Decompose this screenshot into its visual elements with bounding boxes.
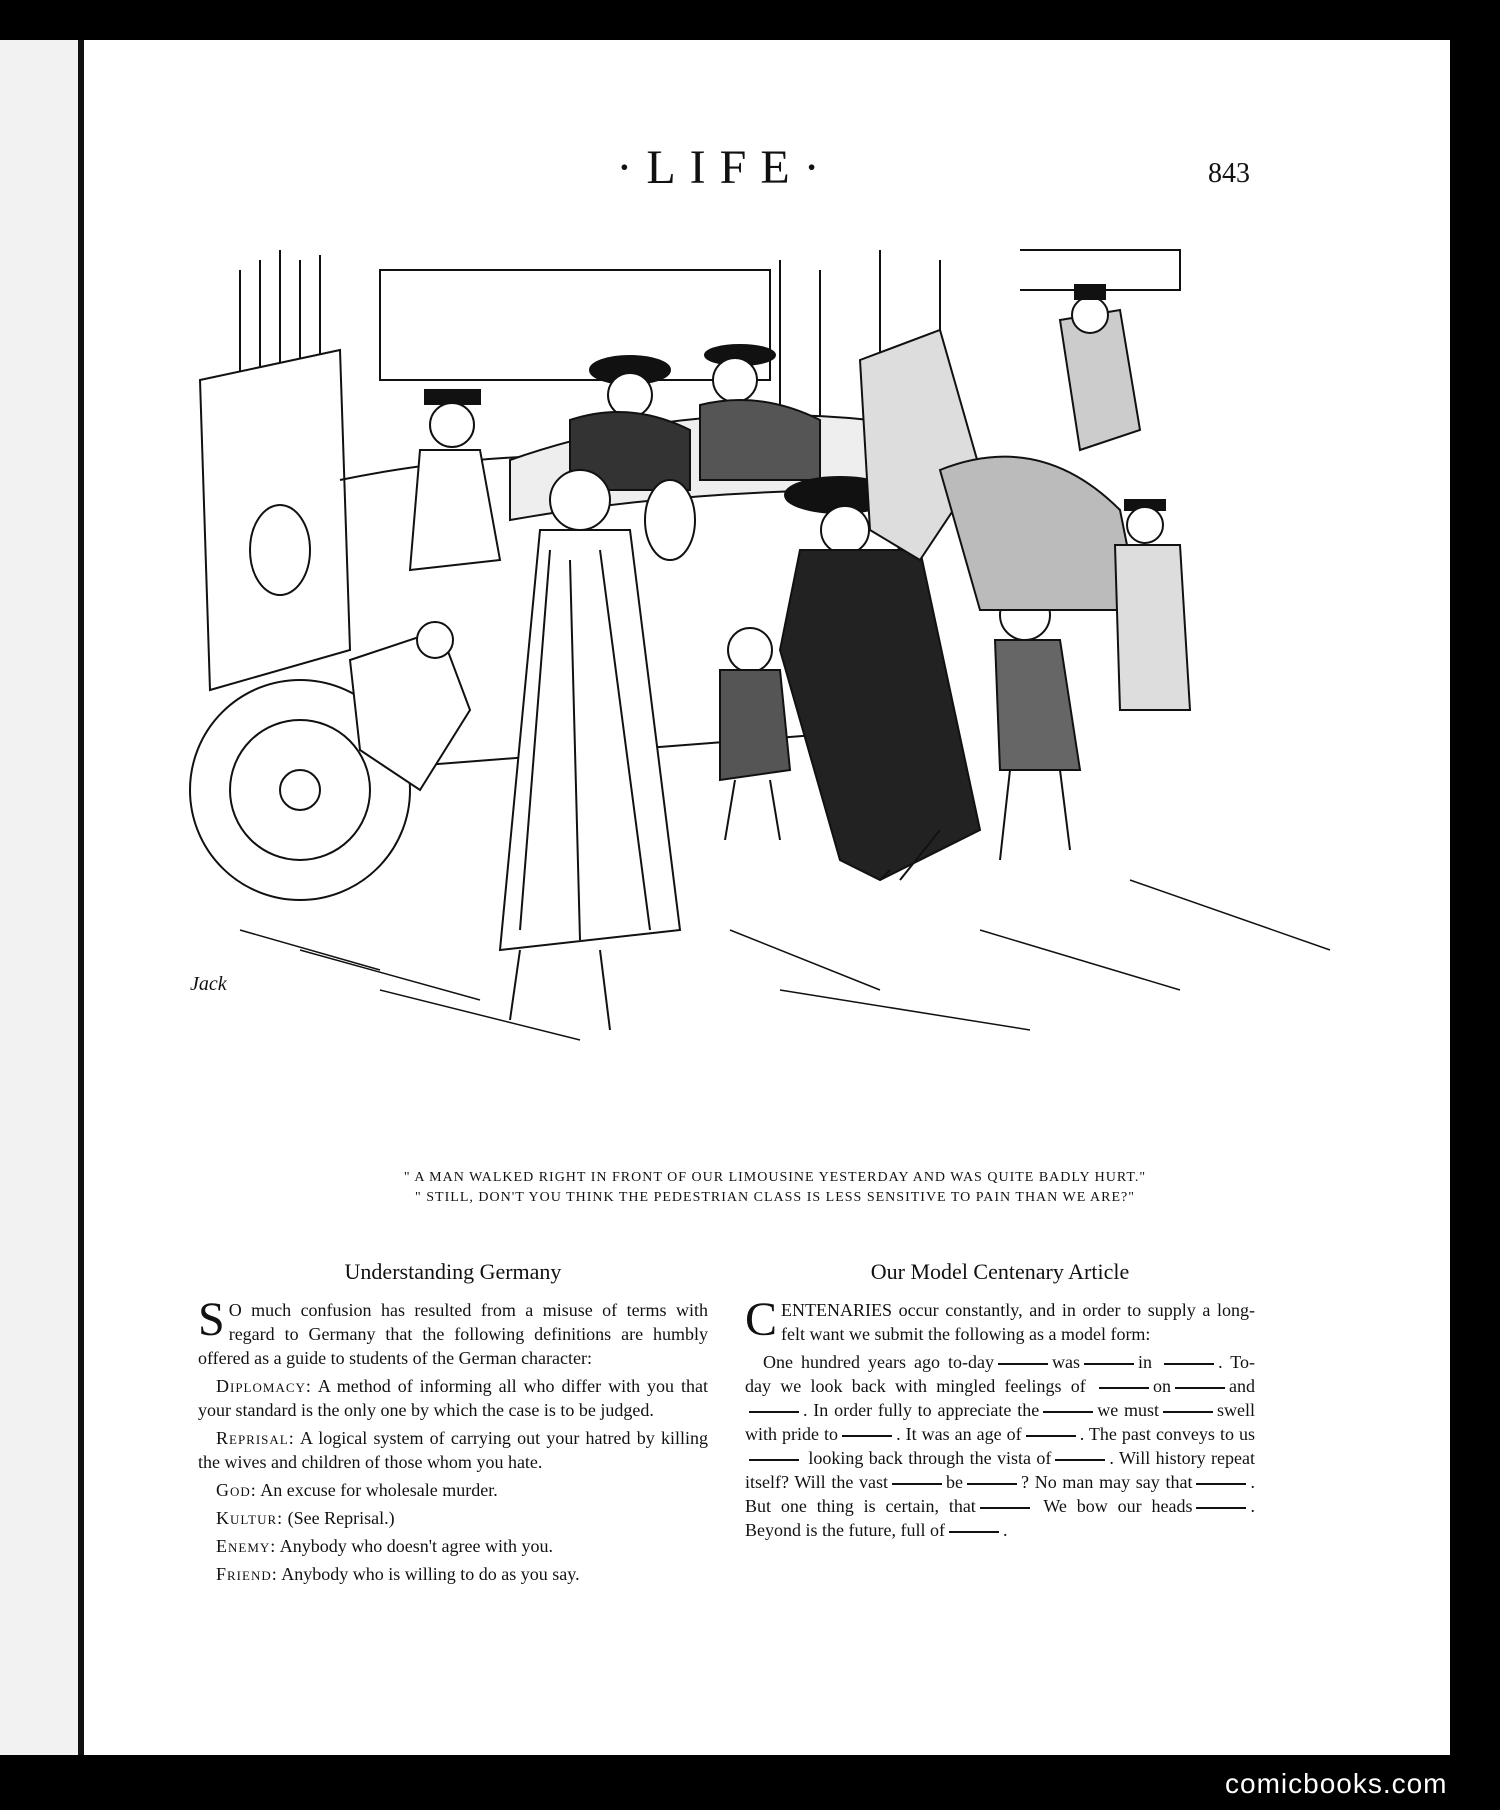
article-model-centenary <box>745 1260 1255 1546</box>
cartoon-caption <box>200 1168 1350 1208</box>
policeman <box>1115 500 1190 710</box>
drop-cap: S <box>198 1293 225 1346</box>
facing-page-edge <box>0 40 78 1755</box>
caption-line-2: " STILL, DON'T YOU THINK THE PEDESTRIAN CLASS IS LESS SENSITIVE TO PAIN THAN WE ARE?" <box>415 1190 1135 1205</box>
article-intro: S O much confusion has resulted from a misuse of terms with regard to Germany that the following definitions are humbly offered as a guide to students of the German character: <box>198 1293 708 1368</box>
article-title: Our Model Centenary Article <box>870 1259 1130 1284</box>
definition-item: Enemy: Anybody who doesn't agree with you. <box>216 1536 553 1556</box>
site-watermark: comicbooks.com <box>1225 1768 1448 1799</box>
article-body: One hundred years ago to-day was in . To-day we look back with mingled feelings of on and. In order fully to appreciate the we must swell with pride to . It was an age of . The past conveys to us looking back through the vista of . Will history repeat itself? Will the vast be ? No man may say that . But one thing is certain, that We bow our heads . Beyond is the future, full of . <box>745 1352 1255 1540</box>
article-intro: CENTENARIES occur constantly, and in order to supply a long-felt want we submit the following as a model form: <box>745 1293 1255 1346</box>
pedestrian-man <box>500 470 695 1030</box>
page-number: 843 <box>1208 158 1250 189</box>
definition-item: Kultur: (See Reprisal.) <box>216 1508 395 1528</box>
article-understanding-germany <box>198 1260 708 1590</box>
drop-cap: C <box>745 1293 778 1346</box>
article-title: Understanding Germany <box>344 1259 562 1284</box>
definition-item: Diplomacy: A method of informing all who differ with you that your standard is the only one by which the case is to be judged. <box>198 1376 708 1420</box>
magazine-page <box>0 40 1450 1755</box>
page-binding-line <box>78 40 84 1755</box>
definition-item: Reprisal: A logical system of carrying out your hatred by killing the wives and children of those whom you hate. <box>198 1428 708 1472</box>
definition-item: God: An excuse for wholesale murder. <box>216 1480 498 1500</box>
artist-signature: Jack <box>190 973 227 995</box>
cartoon-illustration <box>180 230 1370 1145</box>
caption-line-1: " A MAN WALKED RIGHT IN FRONT OF OUR LIMOUSINE YESTERDAY AND WAS QUITE BADLY HURT." <box>403 1170 1147 1185</box>
street-shading <box>240 880 1330 1040</box>
definition-item: Friend: Anybody who is willing to do as you say. <box>216 1564 580 1584</box>
chauffeur-figure <box>410 390 500 570</box>
masthead-title: ·LIFE· <box>616 141 834 194</box>
